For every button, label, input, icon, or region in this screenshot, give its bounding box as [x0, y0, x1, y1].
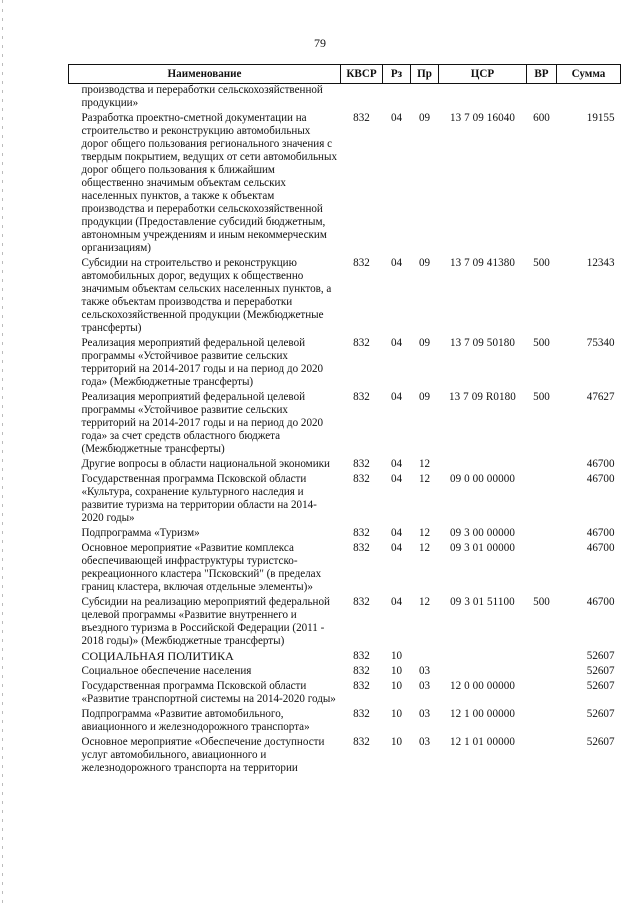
budget-table — [68, 64, 621, 777]
cell-kvsr: 832 — [353, 736, 370, 748]
table-row — [69, 708, 621, 736]
cell-name: Основное мероприятие «Обеспечение доступности услуг автомобильного, авиационного и железнодорожного транспорта на территории — [81, 736, 325, 774]
table-row — [69, 257, 621, 337]
table-row — [69, 473, 621, 527]
cell-csr: 09 3 00 00000 — [449, 527, 516, 539]
table-row — [69, 736, 621, 777]
cell-kvsr: 832 — [353, 527, 370, 539]
cell-csr — [439, 458, 527, 473]
cell-name: Реализация мероприятий федеральной целевой программы «Устойчивое развитие сельских территорий на 2014-2017 годы и на период до 2020 года» за счет средств областного бюджета (Межбюджетные трансферты) — [81, 391, 324, 455]
page-number: 79 — [314, 36, 326, 50]
cell-vr — [527, 708, 557, 736]
cell-sum: 52607 — [586, 650, 615, 662]
cell-kvsr: 832 — [353, 337, 370, 349]
cell-name: Разработка проектно-сметной документации на строительство и реконструкцию автомобильных дорог общего пользования регионального значения с твердым покрытием, ведущих от сети автомобильных дорог общего пользования к ближайшим общественно значимым объектам сельских населенных пунктов, а также к объектам производства и переработки сельскохозяйственной продукции (Предоставление субсидий бюджетным, автономным учреждениям и иным некоммерческим организациям) — [81, 112, 337, 254]
cell-pr: 09 — [418, 257, 431, 269]
cell-kvsr: 832 — [353, 542, 370, 554]
cell-pr — [411, 650, 439, 665]
cell-name: Государственная программа Псковской области «Культура, сохранение культурного наследия и развитие туризма на территории области на 2014-2020 годы» — [81, 473, 317, 524]
cell-rz: 04 — [390, 596, 403, 608]
header-name: Наименование — [69, 65, 341, 84]
table-row — [69, 665, 621, 680]
cell-rz: 04 — [390, 337, 403, 349]
cell-pr: 03 — [418, 708, 431, 720]
header-pr: Пр — [411, 65, 439, 84]
cell-pr: 12 — [418, 473, 431, 485]
table-row — [69, 596, 621, 650]
cell-rz: 10 — [390, 680, 403, 692]
cell-vr: 500 — [533, 257, 550, 269]
cell-sum: 46700 — [586, 596, 615, 608]
cell-csr: 12 0 00 00000 — [449, 680, 516, 692]
table-row — [69, 112, 621, 257]
cell-csr: 09 3 01 51100 — [450, 596, 515, 608]
cell-kvsr: 832 — [353, 458, 370, 470]
cell-rz: 04 — [390, 473, 403, 485]
table-row — [69, 337, 621, 391]
cell-kvsr: 832 — [353, 708, 370, 720]
cell-csr: 09 3 01 00000 — [449, 542, 516, 554]
cell-sum: 46700 — [586, 542, 615, 554]
cell-sum: 46700 — [586, 527, 615, 539]
cell-kvsr: 832 — [353, 391, 370, 403]
cell-pr: 09 — [418, 391, 431, 403]
cell-rz: 10 — [390, 650, 403, 662]
cell-kvsr: 832 — [353, 596, 370, 608]
cell-sum: 47627 — [586, 391, 615, 403]
cell-sum: 52607 — [586, 665, 615, 677]
cell-kvsr — [341, 84, 383, 113]
cell-pr: 12 — [418, 458, 431, 470]
cell-csr: 09 0 00 00000 — [449, 473, 516, 485]
cell-vr — [527, 473, 557, 527]
cell-name: Реализация мероприятий федеральной целевой программы «Устойчивое развитие сельских территорий на 2014-2017 годы и на период до 2020 года» (Межбюджетные трансферты) — [81, 337, 324, 388]
table-row — [69, 84, 621, 113]
cell-rz: 04 — [390, 458, 403, 470]
cell-name: Субсидии на строительство и реконструкцию автомобильных дорог, ведущих к общественно значимым объектам сельских населенных пунктов, а также объектам производства и переработки сельскохозяйственной продукции (Межбюджетные трансферты) — [81, 257, 332, 334]
cell-name: Основное мероприятие «Развитие комплекса обеспечивающей инфраструктуры туристско-рекреационного кластера "Псковский" (в пределах границ кластера, включая отдельные элементы)» — [81, 542, 322, 593]
cell-name: Социальное обеспечение населения — [81, 665, 252, 677]
cell-csr — [439, 84, 527, 113]
cell-csr: 13 7 09 R0180 — [449, 391, 516, 403]
cell-kvsr: 832 — [353, 257, 370, 269]
cell-pr: 09 — [418, 337, 431, 349]
cell-vr: 500 — [533, 337, 550, 349]
cell-vr: 500 — [533, 596, 550, 608]
cell-pr: 12 — [418, 527, 431, 539]
cell-name: производства и переработки сельскохозяйственной продукции» — [81, 84, 323, 109]
cell-vr — [527, 680, 557, 708]
header-csr: ЦСР — [439, 65, 527, 84]
cell-rz: 04 — [390, 542, 403, 554]
table-row — [69, 391, 621, 458]
cell-rz: 10 — [390, 665, 403, 677]
cell-kvsr: 832 — [353, 680, 370, 692]
cell-sum: 52607 — [586, 736, 615, 748]
cell-csr: 12 1 00 00000 — [449, 708, 516, 720]
cell-vr: 500 — [533, 391, 550, 403]
cell-csr: 13 7 09 16040 — [449, 112, 516, 124]
cell-sum: 52607 — [586, 680, 615, 692]
cell-sum: 12343 — [586, 257, 615, 269]
cell-sum: 46700 — [586, 458, 615, 470]
table-row — [69, 680, 621, 708]
cell-kvsr: 832 — [353, 112, 370, 124]
cell-csr — [439, 650, 527, 665]
table-body — [69, 84, 621, 778]
cell-vr — [527, 527, 557, 542]
table-row — [69, 527, 621, 542]
cell-rz — [383, 84, 411, 113]
cell-vr — [527, 736, 557, 777]
cell-rz: 04 — [390, 527, 403, 539]
cell-csr: 13 7 09 50180 — [449, 337, 516, 349]
cell-csr — [439, 665, 527, 680]
cell-pr: 03 — [418, 736, 431, 748]
table-header-row — [69, 65, 621, 84]
table-row — [69, 458, 621, 473]
cell-rz: 10 — [390, 736, 403, 748]
header-kvsr: КВСР — [341, 65, 383, 84]
cell-kvsr: 832 — [353, 473, 370, 485]
header-vr: ВР — [527, 65, 557, 84]
cell-rz: 04 — [390, 257, 403, 269]
header-rz: Рз — [383, 65, 411, 84]
cell-pr: 12 — [418, 596, 431, 608]
cell-vr — [527, 458, 557, 473]
cell-name: Подпрограмма «Туризм» — [81, 527, 200, 539]
scan-edge-line — [2, 0, 3, 905]
cell-csr: 12 1 01 00000 — [449, 736, 516, 748]
cell-sum: 75340 — [586, 337, 615, 349]
cell-vr — [527, 542, 557, 596]
cell-pr: 12 — [418, 542, 431, 554]
cell-name: Подпрограмма «Развитие автомобильного, авиационного и железнодорожного транспорта» — [81, 708, 310, 733]
cell-vr: 600 — [533, 112, 550, 124]
cell-rz: 10 — [390, 708, 403, 720]
cell-sum: 52607 — [586, 708, 615, 720]
cell-name: СОЦИАЛЬНАЯ ПОЛИТИКА — [81, 649, 234, 663]
table-row — [69, 542, 621, 596]
cell-pr: 03 — [418, 680, 431, 692]
cell-pr: 09 — [418, 112, 431, 124]
cell-sum — [557, 84, 621, 113]
cell-kvsr: 832 — [353, 665, 370, 677]
table-row — [69, 650, 621, 665]
cell-csr: 13 7 09 41380 — [449, 257, 516, 269]
cell-sum: 19155 — [586, 112, 615, 124]
cell-pr — [411, 84, 439, 113]
header-sum: Сумма — [557, 65, 621, 84]
cell-vr — [527, 665, 557, 680]
cell-kvsr: 832 — [353, 650, 370, 662]
cell-rz: 04 — [390, 112, 403, 124]
cell-pr: 03 — [418, 665, 431, 677]
cell-rz: 04 — [390, 391, 403, 403]
cell-vr — [527, 650, 557, 665]
cell-name: Другие вопросы в области национальной экономики — [81, 458, 330, 470]
cell-sum: 46700 — [586, 473, 615, 485]
cell-name: Государственная программа Псковской области «Развитие транспортной системы на 2014-2020 годы» — [81, 680, 336, 705]
cell-name: Субсидии на реализацию мероприятий федеральной целевой программы «Развитие внутреннего и въездного туризма в Российской Федерации (2011 - 2018 годы)» (Межбюджетные трансферты) — [81, 596, 330, 647]
cell-vr — [527, 84, 557, 113]
